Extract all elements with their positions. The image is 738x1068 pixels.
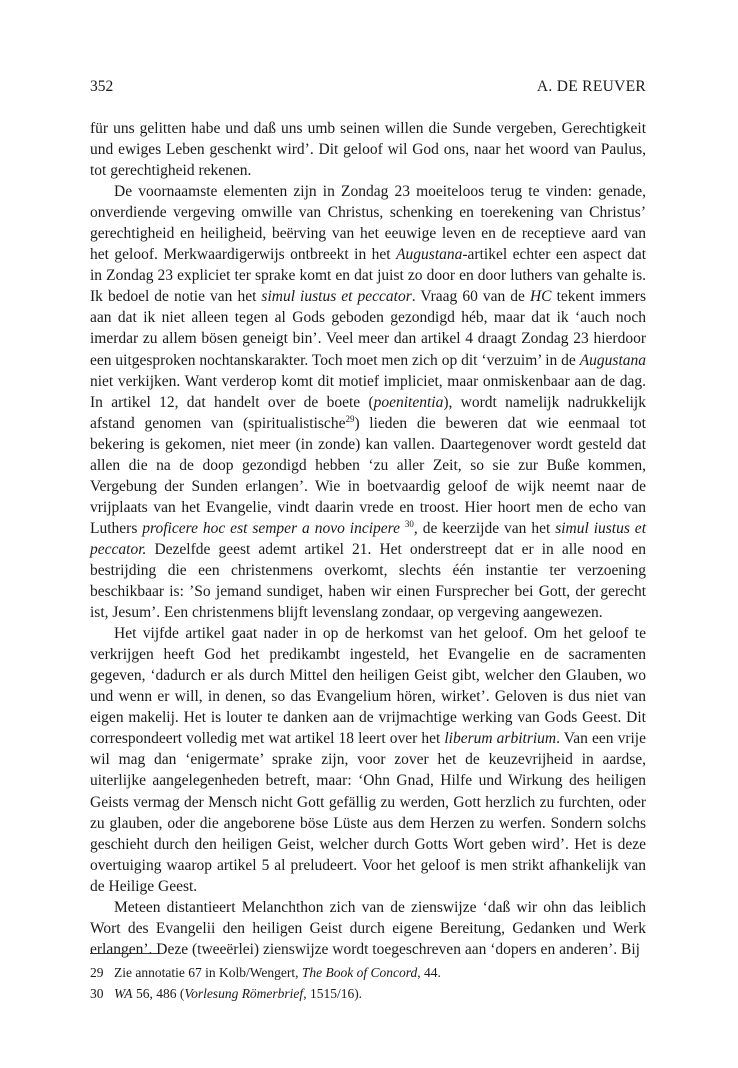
italic-text: liberum arbitrium bbox=[444, 730, 557, 748]
text-run: , 44. bbox=[417, 965, 441, 980]
footnotes bbox=[90, 962, 646, 1004]
footnote-text bbox=[114, 986, 362, 1001]
italic-text: Augustana bbox=[396, 246, 463, 264]
italic-text: The Book of Concord bbox=[301, 965, 418, 980]
paragraph-1 bbox=[90, 118, 646, 181]
italic-text: poenitentia bbox=[373, 393, 444, 411]
body-text bbox=[90, 118, 646, 960]
text-run: ) lieden die beweren dat wie eenmaal tot bekering is gekomen, niet meer (in zonde) kan vallen. Daartegenover wordt gesteld dat allen die na de doop gezondigd hebben ‘zu aller Zeit, so sie zur Buße kommen, Vergebung der Sunden erlangen’. Wie in boetvaardig geloof de wijk neemt naar de vrijplaats van het Evangelie, vindt daarin vrede en troost. Hier hoort men de echo van Luthers bbox=[90, 414, 646, 537]
italic-text: proficere hoc est semper a novo incipere bbox=[142, 519, 400, 537]
text-run: Dezelfde geest ademt artikel 21. Het onderstreept dat er in alle nood en bestrijding die een christenmens overkomt, slechts één instantie ter verzoening beschikbaar is: ’So jemand sundiget, haben wir einen Fursprecher bei Gott, der gerecht ist, Jesum’. Een christenmens blijft levenslang zondaar, op vergeving aangewezen. bbox=[90, 540, 646, 622]
text-run: ), wordt namelijk nadrukkelijk afstand genomen van (spiritualistische bbox=[90, 393, 646, 432]
text-run: , de keerzijde van het bbox=[413, 519, 556, 537]
italic-text: HC bbox=[529, 288, 552, 306]
text-run: Zie annotatie 67 in Kolb/Wengert, bbox=[114, 965, 302, 980]
footnote-text bbox=[114, 965, 441, 980]
footnote-separator bbox=[90, 953, 158, 954]
text-run: 56, 486 ( bbox=[132, 986, 185, 1001]
text-run: niet verkijken. Want verderop komt dit motief impliciet, maar onmiskenbaar aan de dag. In artikel 12, dat handelt over de boete ( bbox=[90, 372, 646, 411]
running-head-author: A. DE REUVER bbox=[536, 78, 646, 95]
footnote-29 bbox=[90, 962, 646, 983]
italic-text: simul iustus et peccator. bbox=[90, 519, 646, 558]
footnote-number: 30 bbox=[90, 986, 104, 1001]
page-number: 352 bbox=[90, 78, 114, 95]
paragraph-3 bbox=[90, 623, 646, 897]
text-run: . Vraag 60 van de bbox=[411, 288, 530, 306]
text-run: für uns gelitten habe und daß uns umb seinen willen die Sunde vergeben, Gerechtigkeit und ewiges Leben geschenkt wird’. Dit geloof wil God ons, naar het woord van Paulus, tot gerechtigheid rekenen. bbox=[90, 120, 646, 180]
text-run: . Van een vrije wil mag dan ‘enigermate’ sprake zijn, voor zover het de keuzevrijheid in aardse, uiterlijke aangelegenheden betreft, maar: ‘Ohn Gnad, Hilfe und Wirkung des heiligen Geists vermag der Mensch nicht Gott gefällig zu werden, Gott herzlich zu furchten, oder zu glauben, oder die angeborene böse Lüste aus dem Herzen zu werfen. Sondern solchs geschieht durch den heiligen Geist, welcher durch Gotts Wort geben wird’. Het is deze overtuiging waarop artikel 5 al preludeert. Voor het geloof is men strikt afhankelijk van de Heilige Geest. bbox=[90, 730, 646, 895]
footnote-number: 29 bbox=[90, 965, 104, 980]
running-header bbox=[90, 78, 646, 100]
italic-text: Augustana bbox=[579, 351, 646, 369]
text-run: Meteen distantieert Melanchthon zich van de zienswijze ‘daß wir ohn das leiblich Wort des Evangelii den heiligen Geist durch eigene Bereitung, Gedanken und Werk erlangen’. Deze (tweeërlei) zienswijze wordt toegeschreven aan ‘dopers en anderen’. Bij bbox=[90, 898, 646, 958]
text-run: Het vijfde artikel gaat nader in op de herkomst van het geloof. Om het geloof te verkrijgen heeft God het predikambt ingesteld, het Evangelie en de sacramenten gegeven, ‘dadurch er als durch Mittel den heiligen Geist gibt, welcher den Glauben, wo und wenn er will, in denen, so das Evangelium hören, wirket’. Geloven is dus niet van eigen makelij. Het is louter te danken aan de vrijmachtige werking van Gods Geest. Dit correspondeert volledig met wat artikel 18 leert over het bbox=[90, 625, 646, 748]
text-run: tekent immers aan dat ik niet alleen tegen al Gods geboden gezondigd héb, maar dat ik ‘auch noch imerdar zu allem bösen geneigt bin’. Veel meer dan artikel 4 draagt Zondag 23 hierdoor een uitgesproken nochtanskarakter. Toch moet men zich op dit ‘verzuim’ in de bbox=[90, 288, 646, 369]
italic-text: simul iustus et peccator bbox=[261, 288, 412, 306]
footnote-30 bbox=[90, 983, 646, 1004]
italic-text: WA bbox=[114, 986, 133, 1001]
text-run: De voornaamste elementen zijn in Zondag 23 moeiteloos terug te vinden: genade, onverdiende vergeving omwille van Christus, schenking en toerekening van Christus’ gerechtigheid en heiligheid, beërving van het eeuwige leven en de receptieve aard van het geloof. Merkwaardigerwijs ontbreekt in het bbox=[90, 183, 646, 264]
footnote-ref: 29 bbox=[345, 413, 355, 424]
text-run: , 1515/16). bbox=[303, 986, 363, 1001]
footnote-ref: 30 bbox=[404, 518, 414, 529]
italic-text: Vorlesung Römerbrief bbox=[184, 986, 304, 1001]
paragraph-2 bbox=[90, 181, 646, 623]
paragraph-4 bbox=[90, 897, 646, 960]
text-run: -artikel echter een aspect dat in Zondag 23 expliciet ter sprake komt en dat juist zo door en door luthers van gehalte is. Ik bedoel de notie van het bbox=[90, 246, 647, 306]
